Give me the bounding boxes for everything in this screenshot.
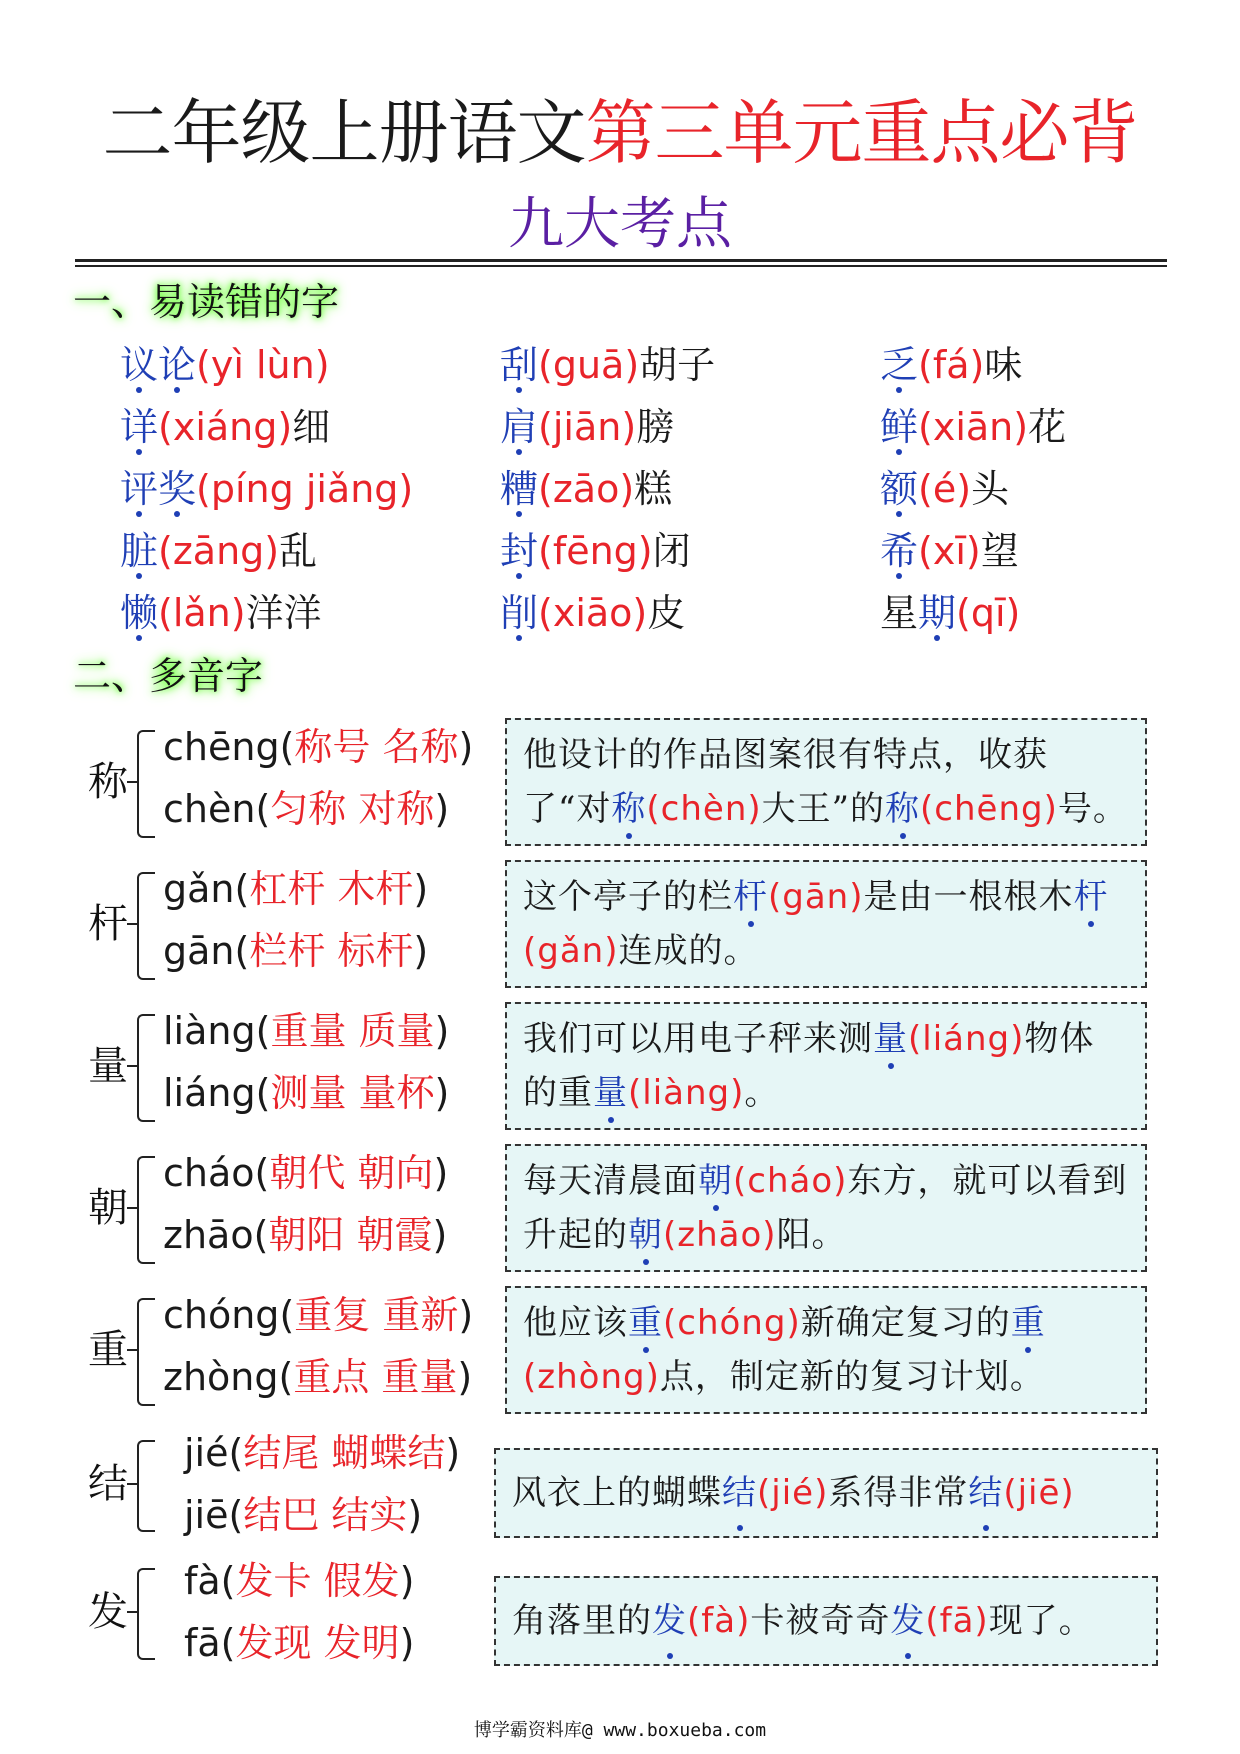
word-item (880, 340, 1022, 390)
polyphone-char: 称 (88, 759, 128, 805)
word-item (500, 402, 674, 452)
polyphone-brace (137, 1156, 155, 1264)
title-black: 二年级上册语文 (102, 92, 586, 174)
sentence-text: 我们可以用电子秤来测 (523, 1019, 873, 1059)
reading-paren-close: ) (458, 725, 474, 769)
sentence-target-char: 发 (652, 1586, 687, 1656)
polyphone-brace (137, 872, 155, 980)
reading-paren-close: ) (434, 787, 450, 831)
reading-pinyin: chèn (163, 787, 256, 831)
sentence-text: 大王”的 (761, 789, 886, 829)
polyphone-char: 杆 (88, 901, 128, 947)
reading-paren-open: ( (255, 1009, 271, 1053)
word-hanzi (120, 529, 158, 573)
reading-row (184, 1618, 414, 1668)
reading-paren-close: ) (434, 1009, 450, 1053)
word-char: 论 (158, 340, 196, 390)
reading-pinyin: zhāo (163, 1213, 254, 1257)
reading-pinyin: chóng (163, 1293, 280, 1337)
polyphone-brace (137, 1568, 155, 1660)
polyphone-brace (137, 1440, 155, 1532)
example-sentence-box (505, 1286, 1147, 1414)
reading-pinyin: liáng (163, 1071, 256, 1115)
reading-paren-close: ) (458, 1293, 474, 1337)
sentence-text: 连成的。 (618, 931, 759, 971)
word-char: 奖 (158, 464, 196, 514)
polyphone-brace-tip (127, 1207, 138, 1209)
polyphone-brace-tip (127, 781, 138, 783)
sentence-pinyin: (gān) (768, 877, 864, 917)
reading-row (163, 784, 449, 834)
word-pinyin: (zāo) (538, 467, 635, 511)
word-item (120, 464, 413, 514)
polyphone-brace-tip (127, 1349, 138, 1351)
word-prefix: 星 (880, 591, 919, 635)
reading-examples: 重点 重量 (293, 1355, 458, 1399)
polyphone-char: 发 (88, 1589, 128, 1635)
reading-paren-close: ) (445, 1431, 461, 1475)
sentence-text: 号。 (1057, 789, 1128, 829)
word-suffix: 洋洋 (245, 591, 322, 635)
reading-examples: 朝代 朝向 (269, 1151, 434, 1195)
reading-row (184, 1556, 414, 1606)
word-char: 期 (918, 588, 956, 638)
word-item (880, 588, 1020, 638)
word-pinyin: (fá) (918, 343, 985, 387)
word-item (880, 526, 1019, 576)
word-hanzi (880, 467, 918, 511)
reading-paren-open: ( (220, 1559, 236, 1603)
word-item (500, 340, 715, 390)
word-item (120, 526, 317, 576)
reading-examples: 发现 发明 (235, 1621, 400, 1665)
polyphone-brace (137, 730, 155, 838)
reading-paren-close: ) (432, 1213, 448, 1257)
polyphone-brace (137, 1014, 155, 1122)
word-item (120, 588, 322, 638)
sentence-target-char: 称 (611, 782, 646, 836)
word-pinyin: (xiān) (918, 405, 1029, 449)
reading-paren-close: ) (399, 1621, 415, 1665)
reading-paren-open: ( (279, 1293, 295, 1337)
word-char: 额 (880, 464, 918, 514)
word-suffix: 细 (292, 405, 331, 449)
sentence-target-char: 发 (890, 1586, 925, 1656)
sentence-text: 他应该 (523, 1303, 628, 1343)
reading-paren-open: ( (234, 867, 250, 911)
word-pinyin: (guā) (538, 343, 640, 387)
word-item (500, 588, 685, 638)
reading-examples: 结尾 蝴蝶结 (243, 1431, 446, 1475)
sentence-text: 角落里的 (512, 1601, 652, 1641)
reading-paren-open: ( (253, 1213, 269, 1257)
title-rule-thin (75, 265, 1167, 267)
sentence-pinyin: (jiē) (1003, 1473, 1075, 1513)
word-pinyin: (píng jiǎng) (196, 467, 414, 511)
reading-pinyin: cháo (163, 1151, 255, 1195)
word-pinyin: (xiáng) (158, 405, 293, 449)
reading-paren-open: ( (254, 1151, 270, 1195)
sentence-pinyin: (chóng) (663, 1303, 801, 1343)
reading-paren-open: ( (228, 1493, 244, 1537)
reading-pinyin: gǎn (163, 867, 235, 911)
example-sentence-box (505, 718, 1147, 846)
reading-examples: 测量 量杯 (270, 1071, 435, 1115)
reading-pinyin: zhòng (163, 1355, 279, 1399)
word-char: 脏 (120, 526, 158, 576)
word-hanzi (500, 405, 538, 449)
sentence-pinyin: ) (1043, 789, 1058, 829)
word-item (500, 526, 691, 576)
reading-examples: 重量 质量 (270, 1009, 435, 1053)
sentence-target-char: 杆 (1074, 870, 1109, 924)
reading-paren-close: ) (407, 1493, 423, 1537)
reading-pinyin: chēng (163, 725, 280, 769)
sentence-target-char: 重 (1011, 1296, 1046, 1350)
page-title (0, 88, 1240, 178)
word-suffix: 头 (971, 467, 1010, 511)
polyphone-brace-tip (127, 1483, 138, 1485)
sentence-pinyin: ) (747, 789, 762, 829)
reading-paren-open: ( (278, 1355, 294, 1399)
reading-pinyin: gān (163, 929, 235, 973)
reading-examples: 称号 名称 (294, 725, 459, 769)
sentence-target-char: 结 (722, 1458, 757, 1528)
sentence-target-char: 朝 (698, 1154, 733, 1208)
reading-paren-open: ( (255, 787, 271, 831)
word-suffix: 闭 (652, 529, 691, 573)
word-suffix: 皮 (647, 591, 686, 635)
sentence-text: 系得非常 (828, 1473, 969, 1513)
reading-row (184, 1428, 460, 1478)
sentence-text: 卡被奇奇 (750, 1601, 891, 1641)
reading-paren-close: ) (413, 867, 429, 911)
word-char: 削 (500, 588, 538, 638)
word-hanzi (880, 529, 918, 573)
sentence-target-char: 称 (885, 782, 920, 836)
reading-paren-close: ) (457, 1355, 473, 1399)
reading-row (163, 1148, 448, 1198)
example-sentence-box (505, 1144, 1147, 1272)
reading-row (163, 1290, 473, 1340)
sentence-target-char: 重 (628, 1296, 663, 1350)
reading-paren-open: ( (255, 1071, 271, 1115)
word-item (880, 402, 1066, 452)
reading-paren-open: ( (228, 1431, 244, 1475)
word-char: 希 (880, 526, 918, 576)
sentence-text: 。 (744, 1073, 780, 1113)
sentence-pinyin: (gǎn) (523, 931, 619, 971)
word-item (500, 464, 672, 514)
word-suffix: 乱 (279, 529, 318, 573)
sentence-text: 是由一根根木 (863, 877, 1074, 917)
reading-row (163, 926, 428, 976)
reading-examples: 发卡 假发 (235, 1559, 400, 1603)
word-suffix: 膀 (636, 405, 675, 449)
sentence-pinyin: (zhāo) (663, 1215, 777, 1255)
word-pinyin: (zāng) (158, 529, 280, 573)
word-item (120, 340, 330, 390)
sentence-pinyin: (cháo) (733, 1161, 848, 1201)
reading-row (163, 864, 428, 914)
word-pinyin: (yì lùn) (196, 343, 330, 387)
word-pinyin: (fēng) (538, 529, 653, 573)
sentence-pinyin: chèn (660, 789, 748, 829)
sentence-pinyin: chēng (934, 789, 1044, 829)
sentence-target-char: 朝 (628, 1208, 663, 1262)
sentence-text: 点，制定新的复习计划。 (659, 1357, 1045, 1397)
word-char: 议 (120, 340, 158, 390)
sentence-target-char: 结 (968, 1458, 1003, 1528)
reading-paren-close: ) (399, 1559, 415, 1603)
word-hanzi (500, 343, 538, 387)
reading-examples: 重复 重新 (294, 1293, 459, 1337)
word-hanzi (120, 591, 158, 635)
reading-pinyin: fà (184, 1559, 221, 1603)
polyphone-brace-tip (127, 1611, 138, 1613)
example-sentence-box (505, 1002, 1147, 1130)
sentence-text: 他设计的作品图案很有特点，收获了“对 (523, 735, 1048, 829)
word-suffix: 胡子 (639, 343, 716, 387)
reading-paren-close: ) (434, 1071, 450, 1115)
word-hanzi (120, 467, 196, 511)
sentence-text: 风衣上的蝴蝶 (512, 1473, 722, 1513)
polyphone-char: 结 (88, 1461, 128, 1507)
word-pinyin: (xiāo) (538, 591, 648, 635)
sentence-text: 这个亭子的栏 (523, 877, 733, 917)
word-item (880, 464, 1009, 514)
word-char: 肩 (500, 402, 538, 452)
sentence-pinyin: (zhòng) (523, 1357, 660, 1397)
reading-row (163, 1210, 447, 1260)
title-red: 第三单元重点必背 (585, 92, 1138, 174)
word-suffix: 糕 (634, 467, 673, 511)
word-char: 懒 (120, 588, 158, 638)
word-char: 刮 (500, 340, 538, 390)
sentence-pinyin: ( (920, 789, 935, 829)
reading-row (163, 722, 473, 772)
sentence-text: 物体的重 (523, 1019, 1095, 1113)
reading-row (163, 1352, 472, 1402)
section-1-title: 一、易读错的字 (73, 280, 340, 324)
word-char: 评 (120, 464, 158, 514)
polyphone-char: 重 (88, 1327, 128, 1373)
word-char: 糟 (500, 464, 538, 514)
word-hanzi (880, 405, 918, 449)
word-suffix: 花 (1028, 405, 1067, 449)
word-pinyin: (jiān) (538, 405, 637, 449)
sentence-text: 东方，就可以看到升起的 (523, 1161, 1128, 1255)
sentence-pinyin: (fā) (925, 1601, 989, 1641)
word-hanzi (880, 343, 918, 387)
sentence-text: 每天清晨面 (523, 1161, 698, 1201)
word-char: 乏 (880, 340, 918, 390)
example-sentence-box (494, 1448, 1158, 1538)
sentence-pinyin: ( (646, 789, 661, 829)
example-sentence-box (505, 860, 1147, 988)
sentence-target-char: 杆 (733, 870, 768, 924)
word-char: 详 (120, 402, 158, 452)
word-hanzi (120, 343, 196, 387)
polyphone-char: 朝 (88, 1185, 128, 1231)
example-sentence-box (494, 1576, 1158, 1666)
sentence-text: 阳。 (776, 1215, 847, 1255)
word-pinyin: (lǎn) (158, 591, 246, 635)
reading-examples: 结巴 结实 (243, 1493, 408, 1537)
reading-paren-open: ( (234, 929, 250, 973)
word-item (120, 402, 330, 452)
word-hanzi (500, 529, 538, 573)
word-char: 鲜 (880, 402, 918, 452)
reading-pinyin: liàng (163, 1009, 256, 1053)
sentence-pinyin: (jié) (757, 1473, 829, 1513)
polyphone-brace-tip (127, 923, 138, 925)
reading-paren-close: ) (433, 1151, 449, 1195)
word-hanzi (120, 405, 158, 449)
reading-examples: 栏杆 标杆 (249, 929, 414, 973)
sentence-target-char: 量 (873, 1012, 908, 1066)
word-hanzi (918, 591, 956, 635)
sentence-pinyin: (fà) (687, 1601, 751, 1641)
word-pinyin: (xī) (918, 529, 981, 573)
reading-paren-open: ( (220, 1621, 236, 1665)
reading-pinyin: fā (184, 1621, 221, 1665)
reading-pinyin: jiē (184, 1493, 229, 1537)
word-hanzi (500, 467, 538, 511)
reading-row (163, 1068, 449, 1118)
word-char: 封 (500, 526, 538, 576)
word-suffix: 望 (980, 529, 1019, 573)
reading-examples: 朝阳 朝霞 (268, 1213, 433, 1257)
word-suffix: 味 (984, 343, 1023, 387)
sentence-target-char: 量 (593, 1066, 628, 1120)
polyphone-brace (137, 1298, 155, 1406)
section-2-title: 二、多音字 (73, 654, 264, 698)
title-rule (75, 259, 1167, 262)
reading-paren-open: ( (279, 725, 295, 769)
reading-examples: 匀称 对称 (270, 787, 435, 831)
sentence-pinyin: (liáng) (908, 1019, 1025, 1059)
word-pinyin: (qī) (956, 591, 1021, 635)
reading-pinyin: jié (184, 1431, 229, 1475)
word-hanzi (500, 591, 538, 635)
sentence-pinyin: (liàng) (628, 1073, 745, 1113)
footer-watermark: 博学霸资料库@ www.boxueba.com (473, 1720, 767, 1741)
reading-examples: 杠杆 木杆 (249, 867, 414, 911)
page-subtitle: 九大考点 (508, 192, 732, 257)
polyphone-char: 量 (88, 1043, 128, 1089)
polyphone-brace-tip (127, 1065, 138, 1067)
word-pinyin: (é) (918, 467, 972, 511)
sentence-text: 现了。 (988, 1601, 1094, 1641)
sentence-text: 新确定复习的 (800, 1303, 1011, 1343)
reading-paren-close: ) (413, 929, 429, 973)
reading-row (163, 1006, 449, 1056)
reading-row (184, 1490, 422, 1540)
